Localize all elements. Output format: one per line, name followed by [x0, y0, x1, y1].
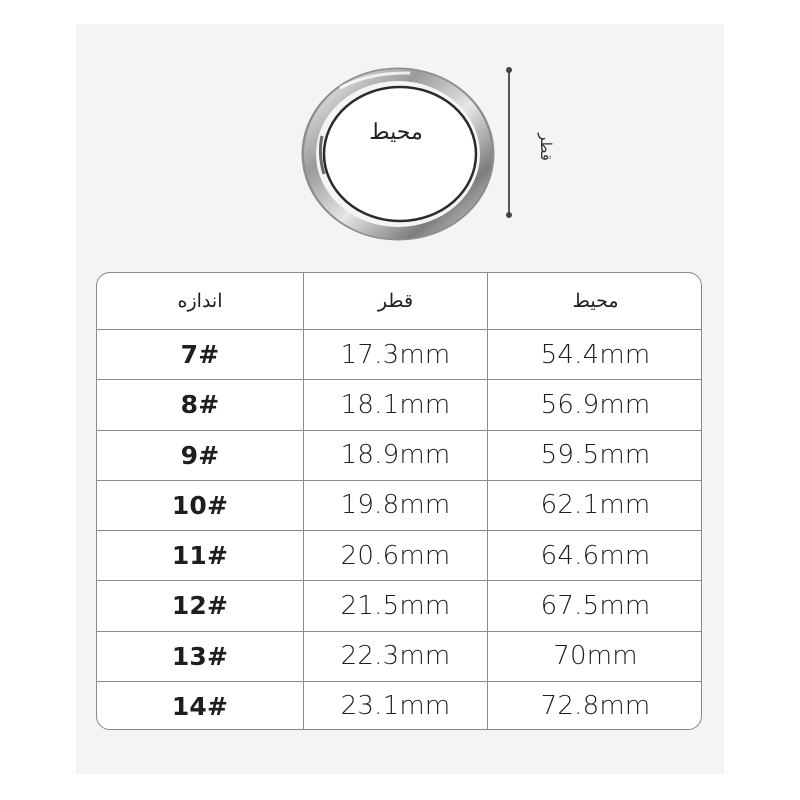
- size-cell: 13#: [171, 641, 229, 671]
- circumference-cell: 64.6mm: [487, 531, 702, 580]
- circumference-cell: 54.4mm: [487, 330, 702, 379]
- ring-illustration: [300, 66, 496, 242]
- ring-center-label: محيط: [369, 120, 423, 145]
- dimension-label: قطر: [537, 133, 555, 161]
- table-row: [97, 631, 701, 681]
- circumference-cell: 56.9mm: [487, 380, 702, 429]
- diameter-cell: 19.8mm: [303, 481, 487, 530]
- dimension-line: [508, 70, 510, 216]
- table-header-row: [97, 273, 701, 329]
- size-cell: 11#: [171, 541, 229, 571]
- table-row: [97, 329, 701, 379]
- size-cell: 12#: [171, 591, 229, 621]
- table-row: [97, 530, 701, 580]
- circumference-cell: 72.8mm: [487, 682, 702, 730]
- dimension-endpoint-bottom: [506, 212, 512, 218]
- size-cell: 10#: [171, 490, 229, 520]
- size-cell: 14#: [171, 691, 229, 721]
- circumference-cell: 70mm: [487, 632, 702, 681]
- diameter-cell: 18.1mm: [303, 380, 487, 429]
- table-row: [97, 580, 701, 630]
- diameter-cell: 17.3mm: [303, 330, 487, 379]
- diameter-cell: 22.3mm: [303, 632, 487, 681]
- diameter-cell: 20.6mm: [303, 531, 487, 580]
- table-row: [97, 480, 701, 530]
- circumference-cell: 67.5mm: [487, 581, 702, 630]
- header-diameter: قطر: [303, 273, 487, 329]
- table-row: [97, 430, 701, 480]
- size-table: [96, 272, 702, 730]
- ring-icon: [300, 66, 496, 242]
- diameter-cell: 18.9mm: [303, 431, 487, 480]
- diameter-cell: 23.1mm: [303, 682, 487, 730]
- circumference-cell: 59.5mm: [487, 431, 702, 480]
- size-cell: 9#: [180, 440, 220, 470]
- diameter-cell: 21.5mm: [303, 581, 487, 630]
- size-cell: 7#: [180, 340, 220, 370]
- header-size: اندازه: [177, 290, 223, 312]
- size-cell: 8#: [180, 390, 220, 420]
- header-circumference: محيط: [487, 273, 702, 329]
- table-row: [97, 379, 701, 429]
- circumference-cell: 62.1mm: [487, 481, 702, 530]
- dimension-endpoint-top: [506, 67, 512, 73]
- table-row: [97, 681, 701, 730]
